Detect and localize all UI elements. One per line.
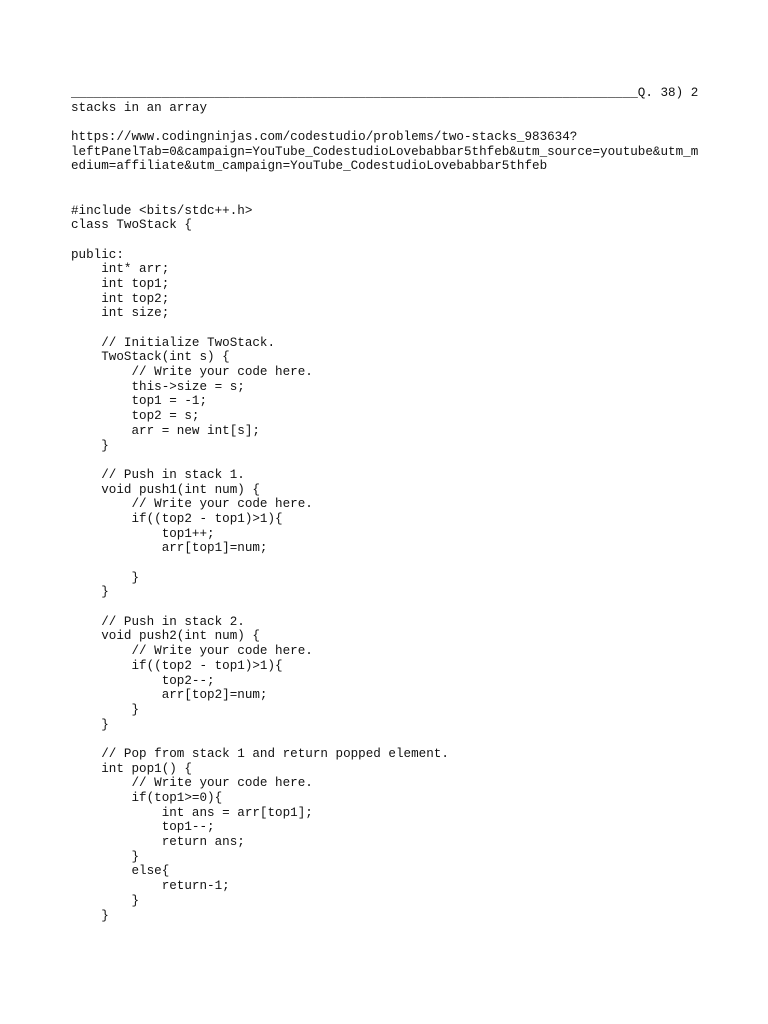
document-line (71, 600, 711, 615)
document-line: if(top1>=0){ (71, 791, 223, 805)
document-line (71, 732, 711, 747)
document-line: this->size = s; (71, 379, 245, 394)
document-line (71, 233, 711, 248)
document-line: // Initialize TwoStack. (71, 335, 276, 350)
document-line: top2 = s; (71, 409, 200, 424)
document-line: if((top2 - top1)>1){ (71, 511, 283, 526)
document-text (71, 86, 711, 923)
document-line: class TwoStack { (71, 218, 192, 233)
document-line (71, 174, 711, 189)
document-line: else{ (71, 864, 170, 879)
document-line: void push1(int num) { (71, 482, 260, 497)
document-line (71, 556, 711, 571)
document-line: void push2(int num) { (71, 629, 260, 644)
document-line: // Push in stack 1. (71, 467, 245, 482)
document-line: top1 = -1; (71, 394, 208, 409)
document-line (71, 115, 711, 130)
document-line: } (71, 908, 109, 923)
document-line: top1++; (71, 526, 215, 541)
document-line: TwoStack(int s) { (71, 350, 230, 365)
document-line: } (71, 893, 140, 908)
document-line (71, 189, 711, 204)
document-line: int size; (71, 306, 170, 321)
document-line: int* arr; (71, 262, 170, 277)
document-line: public: (71, 247, 124, 262)
document-line: int top2; (71, 291, 170, 306)
document-line (71, 321, 711, 336)
document-line: int ans = arr[top1]; (71, 805, 313, 820)
document-line: top2--; (71, 673, 215, 688)
document-line: leftPanelTab=0&campaign=YouTube_CodestudioLovebabbar5thfeb&utm_source=youtube&utm_m (71, 144, 699, 159)
document-line: } (71, 702, 140, 717)
document-line: stacks in an array (71, 100, 208, 115)
document-line: // Write your code here. (71, 497, 313, 512)
document-line: } (71, 717, 109, 732)
document-line: top1--; (71, 820, 215, 835)
document-line: https://www.codingninjas.com/codestudio/problems/two-stacks_983634? (71, 130, 578, 145)
document-line: #include <bits/stdc++.h> (71, 203, 253, 218)
document-line: } (71, 570, 140, 585)
document-line: arr = new int[s]; (71, 423, 260, 438)
document-line: int top1; (71, 276, 170, 291)
document-line: if((top2 - top1)>1){ (71, 658, 283, 673)
document-line: // Write your code here. (71, 644, 313, 659)
document-line: return-1; (71, 879, 230, 894)
document-line: return ans; (71, 835, 245, 850)
document-line: // Write your code here. (71, 776, 313, 791)
document-line: // Push in stack 2. (71, 614, 245, 629)
document-line: // Write your code here. (71, 365, 313, 380)
document-line: int pop1() { (71, 761, 192, 776)
document-line: arr[top1]=num; (71, 541, 268, 556)
document-line: edium=affiliate&utm_campaign=YouTube_CodestudioLovebabbar5thfeb (71, 159, 548, 174)
document-line: ___________________________________________________________________________Q. 38) 2 (71, 86, 699, 100)
document-line: } (71, 585, 109, 600)
document-line (71, 453, 711, 468)
document-line: arr[top2]=num; (71, 688, 268, 703)
document-line: } (71, 849, 140, 864)
document-line: } (71, 438, 109, 453)
document-line: // Pop from stack 1 and return popped element. (71, 746, 449, 761)
